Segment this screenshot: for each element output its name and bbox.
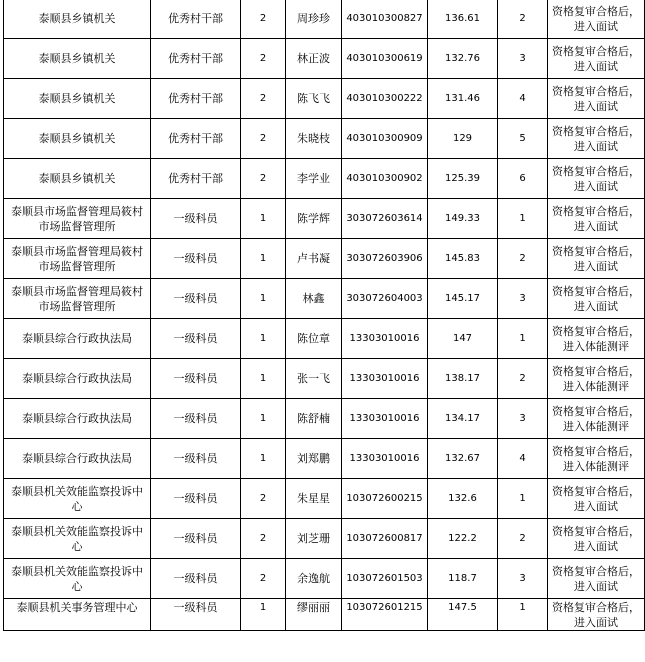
quota-cell: 2 — [241, 0, 286, 39]
score-cell: 147 — [428, 319, 498, 359]
unit-cell: 泰顺县综合行政执法局 — [4, 399, 151, 439]
position-cell: 优秀村干部 — [151, 39, 241, 79]
quota-cell: 1 — [241, 319, 286, 359]
table-row — [4, 439, 645, 479]
exam-number-cell: 303072603614 — [342, 199, 428, 239]
rank-cell: 3 — [498, 399, 548, 439]
quota-cell: 1 — [241, 199, 286, 239]
quota-cell: 1 — [241, 279, 286, 319]
unit-cell: 泰顺县乡镇机关 — [4, 0, 151, 39]
note-cell: 资格复审合格后，进入面试 — [548, 119, 645, 159]
score-cell: 145.17 — [428, 279, 498, 319]
position-cell: 一级科员 — [151, 359, 241, 399]
note-cell: 资格复审合格后，进入面试 — [548, 599, 645, 631]
note-cell: 资格复审合格后，进入体能测评 — [548, 399, 645, 439]
position-cell: 一级科员 — [151, 599, 241, 631]
table-row — [4, 359, 645, 399]
unit-cell: 泰顺县乡镇机关 — [4, 159, 151, 199]
unit-cell: 泰顺县市场监督管理局筱村市场监督管理所 — [4, 279, 151, 319]
quota-cell: 2 — [241, 39, 286, 79]
unit-cell: 泰顺县机关事务管理中心 — [4, 599, 151, 631]
position-cell: 优秀村干部 — [151, 79, 241, 119]
position-cell: 优秀村干部 — [151, 119, 241, 159]
rank-cell: 3 — [498, 279, 548, 319]
exam-number-cell: 303072603906 — [342, 239, 428, 279]
exam-number-cell: 13303010016 — [342, 359, 428, 399]
table-row — [4, 39, 645, 79]
exam-number-cell: 103072601215 — [342, 599, 428, 631]
unit-cell: 泰顺县机关效能监察投诉中心 — [4, 479, 151, 519]
note-cell: 资格复审合格后，进入面试 — [548, 39, 645, 79]
exam-number-cell: 403010300902 — [342, 159, 428, 199]
note-cell: 资格复审合格后，进入体能测评 — [548, 439, 645, 479]
position-cell: 一级科员 — [151, 559, 241, 599]
note-cell: 资格复审合格后，进入面试 — [548, 159, 645, 199]
score-cell: 129 — [428, 119, 498, 159]
unit-cell: 泰顺县乡镇机关 — [4, 119, 151, 159]
results-table — [3, 0, 645, 631]
unit-cell: 泰顺县市场监督管理局筱村市场监督管理所 — [4, 199, 151, 239]
position-cell: 一级科员 — [151, 479, 241, 519]
candidate-name-cell: 陈学辉 — [286, 199, 342, 239]
note-cell: 资格复审合格后，进入面试 — [548, 239, 645, 279]
candidate-name-cell: 林鑫 — [286, 279, 342, 319]
unit-cell: 泰顺县综合行政执法局 — [4, 439, 151, 479]
position-cell: 优秀村干部 — [151, 159, 241, 199]
candidate-name-cell: 陈飞飞 — [286, 79, 342, 119]
table-row — [4, 559, 645, 599]
unit-cell: 泰顺县乡镇机关 — [4, 79, 151, 119]
note-cell: 资格复审合格后，进入面试 — [548, 199, 645, 239]
rank-cell: 6 — [498, 159, 548, 199]
note-cell: 资格复审合格后，进入面试 — [548, 559, 645, 599]
quota-cell: 2 — [241, 159, 286, 199]
score-cell: 118.7 — [428, 559, 498, 599]
score-cell: 149.33 — [428, 199, 498, 239]
candidate-name-cell: 余逸航 — [286, 559, 342, 599]
position-cell: 一级科员 — [151, 199, 241, 239]
note-cell: 资格复审合格后，进入体能测评 — [548, 359, 645, 399]
note-cell: 资格复审合格后，进入面试 — [548, 79, 645, 119]
table-row — [4, 159, 645, 199]
position-cell: 一级科员 — [151, 239, 241, 279]
exam-number-cell: 103072601503 — [342, 559, 428, 599]
score-cell: 147.5 — [428, 599, 498, 631]
quota-cell: 1 — [241, 399, 286, 439]
note-cell: 资格复审合格后，进入面试 — [548, 479, 645, 519]
rank-cell: 3 — [498, 39, 548, 79]
exam-number-cell: 103072600215 — [342, 479, 428, 519]
exam-number-cell: 13303010016 — [342, 439, 428, 479]
unit-cell: 泰顺县综合行政执法局 — [4, 359, 151, 399]
rank-cell: 1 — [498, 479, 548, 519]
candidate-name-cell: 刘芝珊 — [286, 519, 342, 559]
table-row — [4, 319, 645, 359]
unit-cell: 泰顺县机关效能监察投诉中心 — [4, 519, 151, 559]
score-cell: 132.76 — [428, 39, 498, 79]
note-cell: 资格复审合格后，进入体能测评 — [548, 319, 645, 359]
quota-cell: 1 — [241, 239, 286, 279]
table-row — [4, 199, 645, 239]
rank-cell: 5 — [498, 119, 548, 159]
table-row — [4, 239, 645, 279]
position-cell: 一级科员 — [151, 279, 241, 319]
exam-number-cell: 13303010016 — [342, 319, 428, 359]
candidate-name-cell: 周珍珍 — [286, 0, 342, 39]
candidate-name-cell: 卢书凝 — [286, 239, 342, 279]
rank-cell: 2 — [498, 0, 548, 39]
rank-cell: 1 — [498, 599, 548, 631]
unit-cell: 泰顺县机关效能监察投诉中心 — [4, 559, 151, 599]
score-cell: 134.17 — [428, 399, 498, 439]
rank-cell: 1 — [498, 199, 548, 239]
unit-cell: 泰顺县市场监督管理局筱村市场监督管理所 — [4, 239, 151, 279]
score-cell: 145.83 — [428, 239, 498, 279]
candidate-name-cell: 陈位章 — [286, 319, 342, 359]
score-cell: 136.61 — [428, 0, 498, 39]
position-cell: 优秀村干部 — [151, 0, 241, 39]
position-cell: 一级科员 — [151, 399, 241, 439]
candidate-name-cell: 朱星星 — [286, 479, 342, 519]
quota-cell: 2 — [241, 519, 286, 559]
quota-cell: 2 — [241, 559, 286, 599]
rank-cell: 4 — [498, 439, 548, 479]
table-body — [4, 0, 645, 631]
note-cell: 资格复审合格后，进入面试 — [548, 0, 645, 39]
score-cell: 125.39 — [428, 159, 498, 199]
exam-number-cell: 303072604003 — [342, 279, 428, 319]
score-cell: 132.6 — [428, 479, 498, 519]
table-row — [4, 519, 645, 559]
exam-number-cell: 403010300222 — [342, 79, 428, 119]
table-row — [4, 79, 645, 119]
table-row — [4, 399, 645, 439]
note-cell: 资格复审合格后，进入面试 — [548, 279, 645, 319]
rank-cell: 2 — [498, 239, 548, 279]
table-row — [4, 479, 645, 519]
table-row — [4, 279, 645, 319]
score-cell: 138.17 — [428, 359, 498, 399]
table-row — [4, 119, 645, 159]
quota-cell: 1 — [241, 599, 286, 631]
exam-number-cell: 103072600817 — [342, 519, 428, 559]
score-cell: 132.67 — [428, 439, 498, 479]
candidate-name-cell: 朱晓枝 — [286, 119, 342, 159]
exam-number-cell: 403010300619 — [342, 39, 428, 79]
note-cell: 资格复审合格后，进入面试 — [548, 519, 645, 559]
unit-cell: 泰顺县综合行政执法局 — [4, 319, 151, 359]
quota-cell: 2 — [241, 119, 286, 159]
rank-cell: 3 — [498, 559, 548, 599]
candidate-name-cell: 张一飞 — [286, 359, 342, 399]
exam-number-cell: 403010300909 — [342, 119, 428, 159]
candidate-name-cell: 陈舒楠 — [286, 399, 342, 439]
unit-cell: 泰顺县乡镇机关 — [4, 39, 151, 79]
table-row — [4, 599, 645, 631]
candidate-name-cell: 刘郑鹏 — [286, 439, 342, 479]
score-cell: 131.46 — [428, 79, 498, 119]
rank-cell: 1 — [498, 319, 548, 359]
exam-number-cell: 13303010016 — [342, 399, 428, 439]
candidate-name-cell: 林正波 — [286, 39, 342, 79]
score-cell: 122.2 — [428, 519, 498, 559]
rank-cell: 2 — [498, 359, 548, 399]
quota-cell: 2 — [241, 479, 286, 519]
position-cell: 一级科员 — [151, 519, 241, 559]
quota-cell: 1 — [241, 359, 286, 399]
candidate-name-cell: 缪丽丽 — [286, 599, 342, 631]
quota-cell: 2 — [241, 79, 286, 119]
exam-number-cell: 403010300827 — [342, 0, 428, 39]
quota-cell: 1 — [241, 439, 286, 479]
position-cell: 一级科员 — [151, 319, 241, 359]
table-row — [4, 0, 645, 39]
position-cell: 一级科员 — [151, 439, 241, 479]
rank-cell: 2 — [498, 519, 548, 559]
candidate-name-cell: 李学业 — [286, 159, 342, 199]
rank-cell: 4 — [498, 79, 548, 119]
